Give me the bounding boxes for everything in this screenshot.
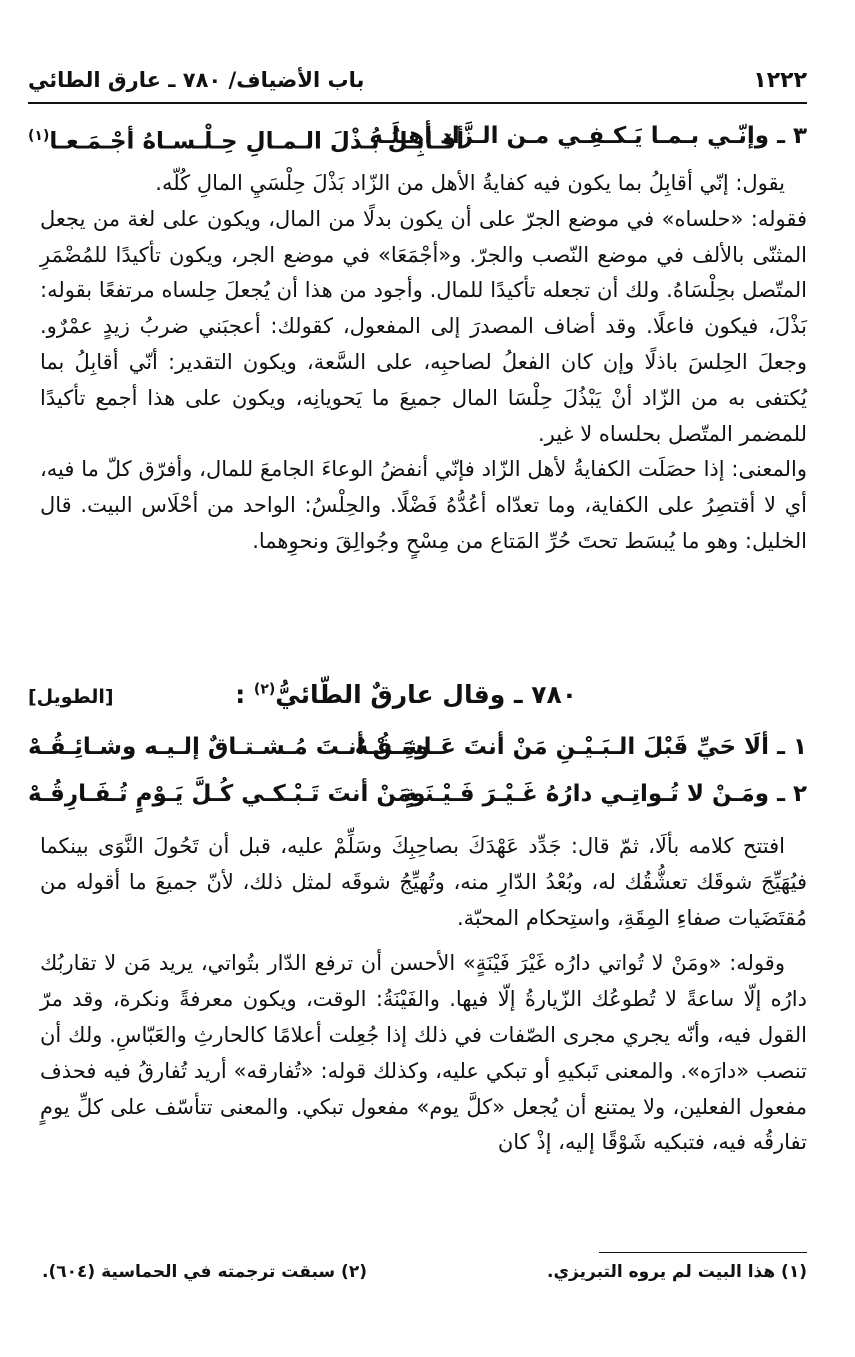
footnotes	[28, 1262, 807, 1292]
commentary-2	[40, 829, 807, 1161]
poem-title-colon: :	[235, 680, 246, 709]
poem-verse-2	[28, 774, 807, 814]
verse-3	[28, 116, 807, 156]
footnote-ref-2: (٢)	[253, 681, 276, 698]
poem-verse-1	[28, 727, 807, 767]
poem-meter: [الطويل]	[28, 686, 114, 708]
footnote-1: (١) هذا البيت لم يروه التبريزي.	[547, 1262, 807, 1282]
poem-title	[235, 680, 577, 709]
verse-3-second-text: أقـابِـلُ بَـذْلَ الـمـالِ حِـلْـسـاهُ أجْـمَـعـا	[49, 128, 465, 155]
poem-verse-1-second: ومَـنْ أنـتَ مُـشـتـاقٌ إلـيـه وشـائِـقُـهْ	[28, 734, 430, 760]
page-header	[28, 64, 807, 104]
header-rule	[28, 102, 807, 104]
commentary-1-para-2: فقوله: «حلساه» في موضع الجرّ على أن يكون بدلًا من المال، ويكون على لغة من يجعل المثنّى بالألف في موضع النّصب والجرّ. و«أجْمَعَا» في موضع الجر، ويكون تأكيدًا للمُضْمَرِ المتّصل بحِلْسَاهُ. ولك أن تجعله تأكيدًا للمال. وأجود من هذا أن يُجعلَ حِلساه مرتفعًا بقوله: بَذْلَ، فيكون فاعلًا. وقد أضاف المصدرَ إلى المفعول، كقولك: أعجبَني ضربُ زيدٍ عمْرٌو. وجعلَ الحِلسَ باذلًا وإن كان الفعلُ لصاحبِه، على السَّعة، ويكون التقدير: أنّي أقابِلُ بما يُكتفى به من الزّاد أنْ يَبْذُلَ حِلْسَا المال جميعَ ما يَحويانِه، ويكون على هذا أجمع تأكيدًا للمضمر المتّصل بحلساه لا غير.	[40, 206, 807, 446]
running-title: باب الأضياف/ ٧٨٠ ـ عارق الطائي	[28, 68, 365, 92]
commentary-1-para-1: يقول: إنّي أقابِلُ بما يكون فيه كفايةُ الأهل من الزّاد بَذْلَ حِلْسَيِ المالِ كُلّه.	[155, 171, 785, 195]
poem-verse-2-second: ومَنْ أنتَ تَـبْـكـي كُـلَّ يَـوْمٍ تُـفَـارِقُـهْ	[28, 781, 426, 807]
commentary-2-para-2: وقوله: «ومَنْ لا تُواتي دارُه غَيْرَ فَيْنَةٍ» الأحسن أن ترفع الدّار بتُواتي، يريد مَن لا تقاربُك دارُه إلّا ساعةً لا تُطوعُك الزّيارةُ إلّا فيها. والفَيْنَةُ: الوقت، ويكون معرفةً ونكرة، وقد مرّ القول فيه، وأنّه يجري مجرى الصّفات في ذلك إذا جُعِلت أعلامًا كالحارثِ والعَبّاسِ. ولك أن تنصب «دارَه». والمعنى تَبكيهِ أو تبكي عليه، وكذلك قوله: «تُفارقه» أريد تُفارقُ فيه فحذف مفعول الفعلين، ولا يمتنع أن يُجعل «كلَّ يوم» مفعول تبكي. والمعنى تتأسّف على كلِّ يومٍ تفارقُه فيه، فتبكيه شَوْقًا إليه، إذْ كان	[40, 951, 807, 1155]
poem-title-text: ٧٨٠ ـ وقال عارقٌ الطّائيُّ	[275, 680, 577, 709]
commentary-1-para-3: والمعنى: إذا حصَلَت الكفايةُ لأهل الزّاد فإنّي أنفضُ الوعاءَ الجامعَ للمال، وأفرّق كلّ ما فيه، أي لا أقتصِرُ على الكفاية، وما تعدّاه أعُدُّهُ فَضْلًا. والحِلْسُ: الواحد من أحْلَاس البيت. قال الخليل: وهو ما يُبسَط تحتَ حُرِّ المَتاع من مِسْحٍ وجُوالِقَ ونحوِهما.	[40, 457, 807, 553]
commentary-1	[40, 166, 807, 560]
verse-3-second-hemistich	[28, 116, 464, 162]
footnote-2: (٢) سبقت ترجمته في الحماسية (٦٠٤).	[42, 1262, 367, 1282]
page-number: ١٢٢٢	[753, 68, 807, 93]
poem-verse-2-first: ٢ ـ ومَـنْ لا تُـواتِـي دارُهُ غَـيْـرَ فَـيْـنَـةٍ	[403, 781, 807, 807]
footnote-ref-1: (١)	[28, 128, 50, 144]
poem-verse-1-first: ١ ـ ألَا حَيِّ قَبْلَ الـبَـيْـنِ مَنْ أنتَ عَـاشِـقُـهْ	[354, 734, 807, 760]
commentary-2-para-1: افتتح كلامه بألَا، ثمّ قال: جَدِّد عَهْدَكَ بصاحِبِكَ وسَلِّمْ عليه، قبل أن تَحُولَ النَّوَى بينكما فيُهَيِّجَ شوقَك تعشُّقُك له، وبُعْدُ الدّارِ منه، وتُهيِّجُ شوقَه لمثل ذلك، لأنّ جميعَ ما أقوله من مُقتَضَيات صفاءِ المِقَةِ، واستِحكام المحبّة.	[40, 834, 807, 930]
poem-heading	[28, 678, 807, 722]
footnote-rule	[599, 1252, 807, 1253]
verse-3-first-hemistich: ٣ ـ وإنّـي بـمـا يَـكـفِـي مـن الـزَّادِ أهـلَـهُ	[369, 123, 807, 149]
